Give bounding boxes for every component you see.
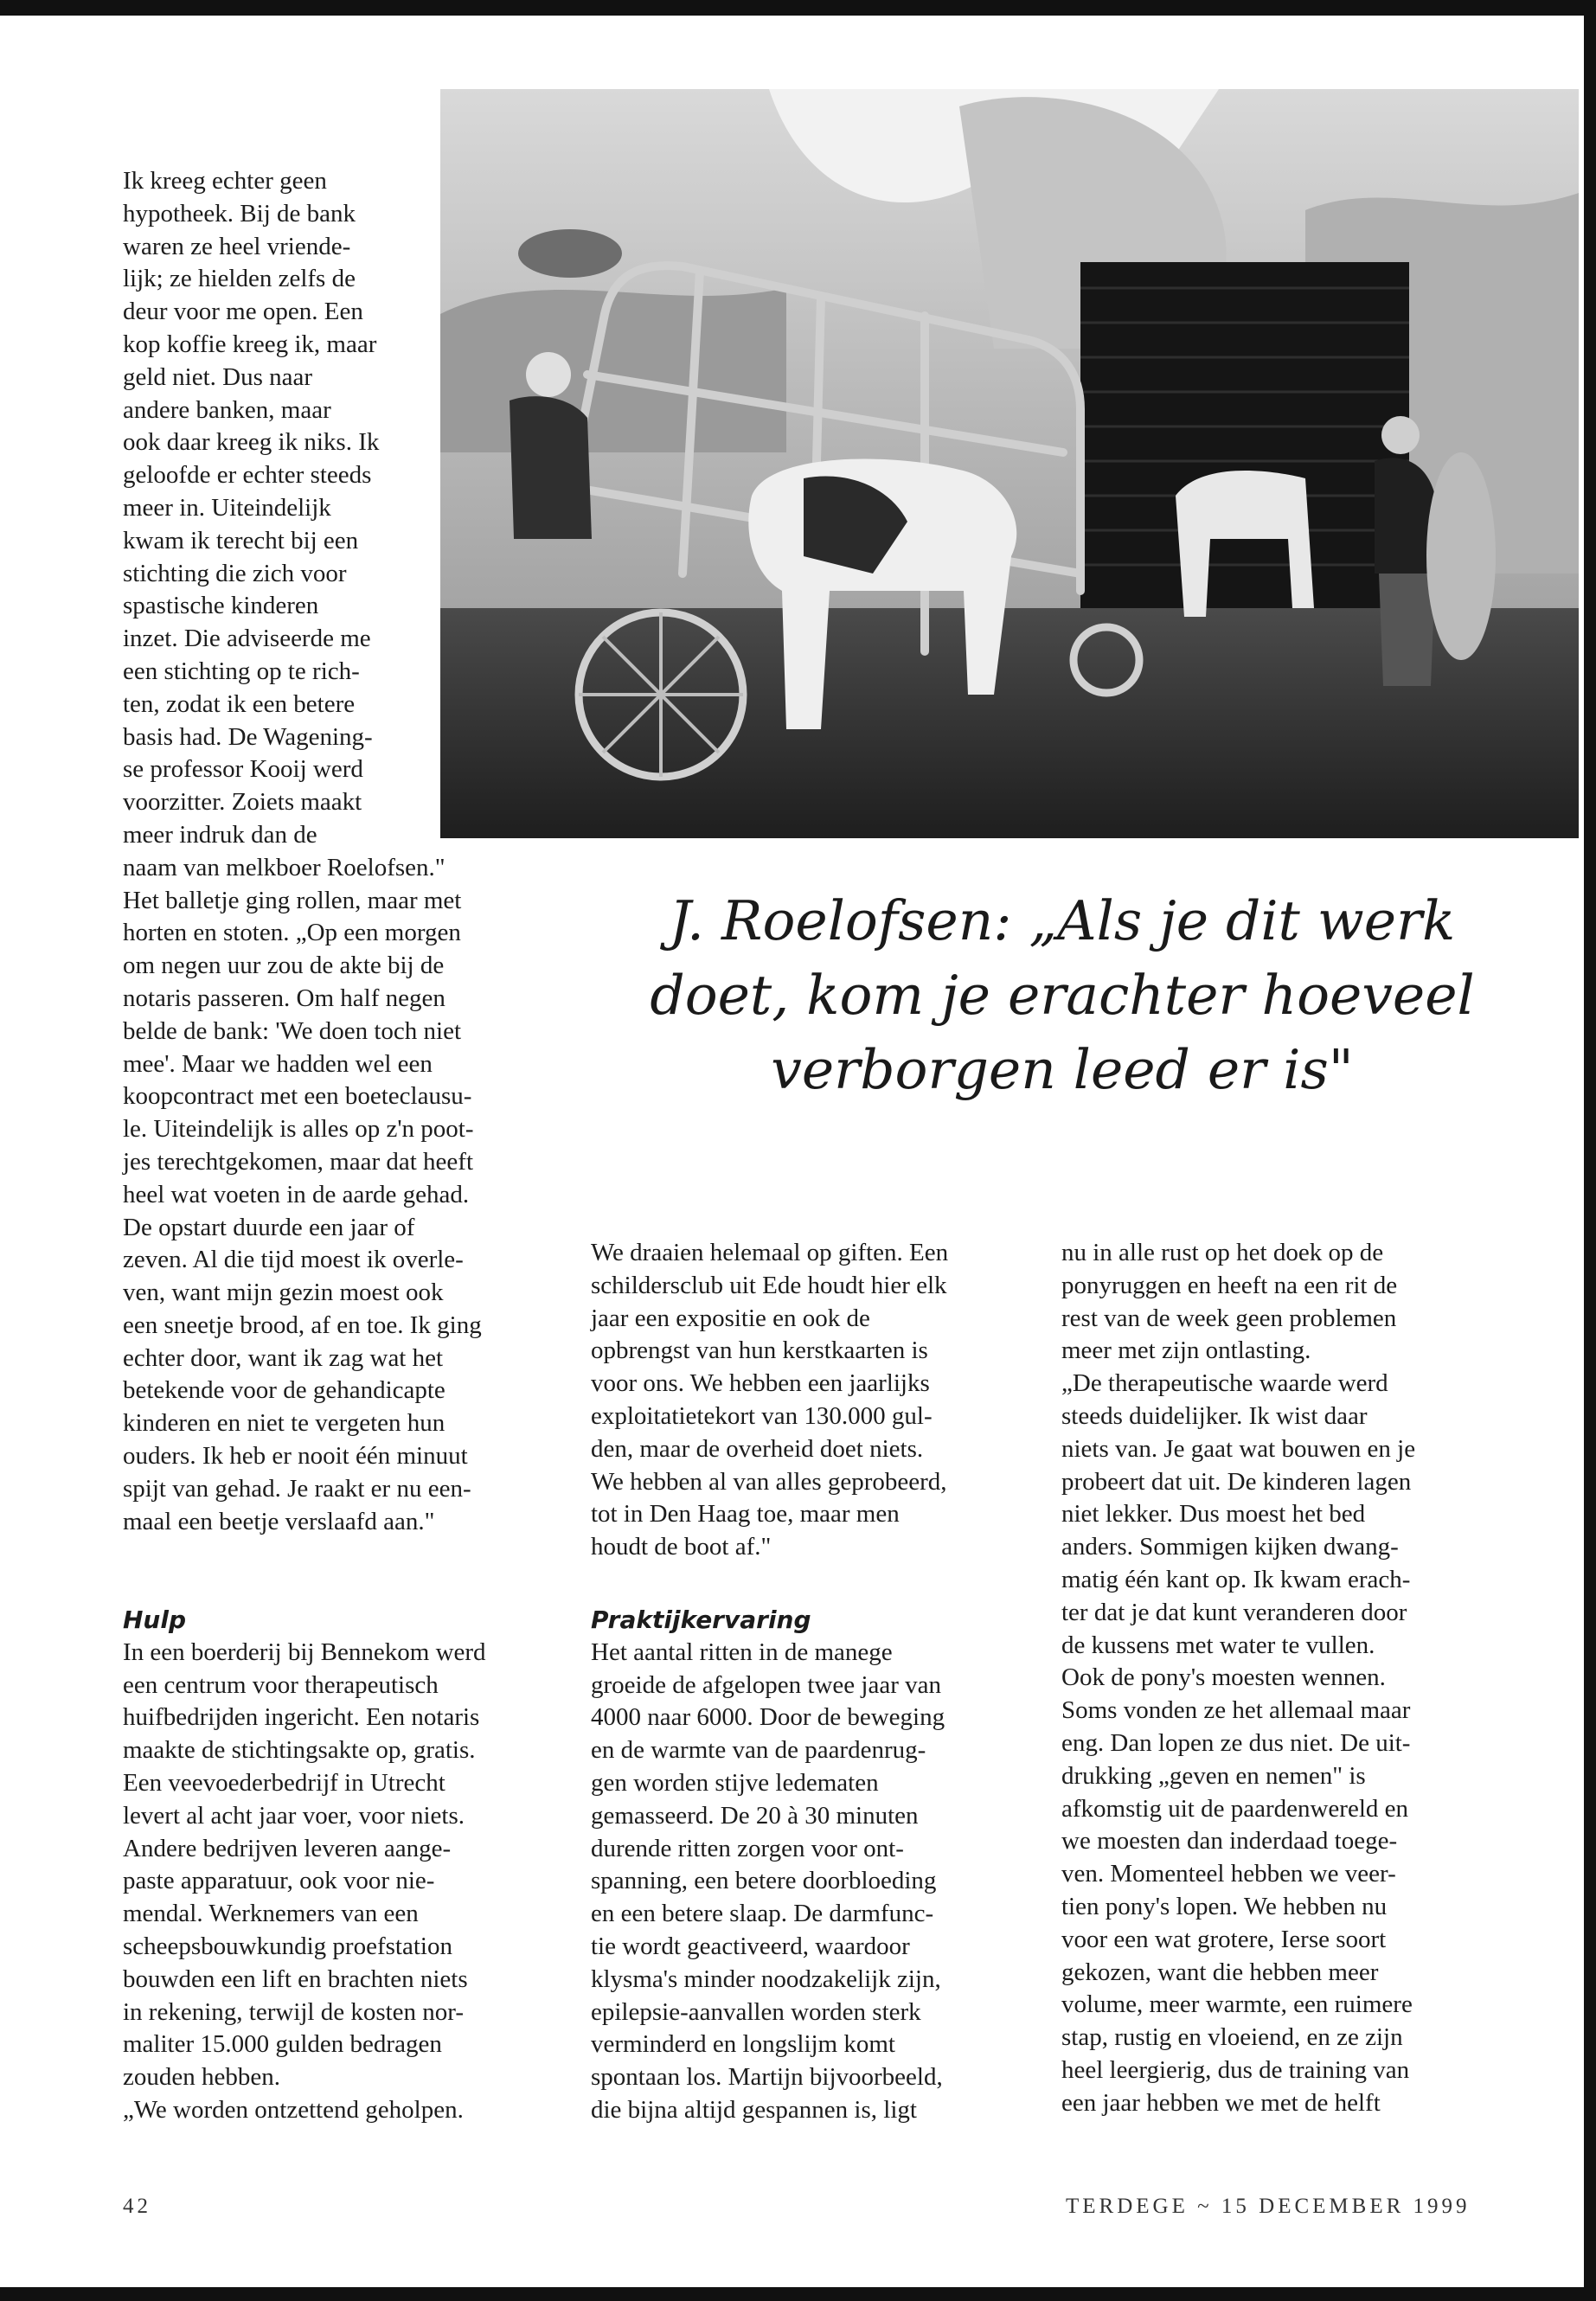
text-line: drukking „geven en nemen" is bbox=[1061, 1761, 1366, 1790]
text-line: lijk; ze hielden zelfs de bbox=[123, 265, 356, 293]
text-line: niet lekker. Dus moest het bed bbox=[1061, 1500, 1366, 1529]
text-line: verminderd en longslijm komt bbox=[591, 2030, 895, 2059]
text-line: in rekening, terwijl de kosten nor- bbox=[123, 1997, 465, 2026]
text-line: deur voor me open. Een bbox=[123, 298, 363, 326]
text-line: le. Uiteindelijk is alles op z'n poot- bbox=[123, 1115, 474, 1144]
publication-line: TERDEGE ~ 15 DECEMBER 1999 bbox=[1066, 2195, 1471, 2218]
text-line: volume, meer warmte, een ruimere bbox=[1061, 1990, 1413, 2019]
text-line: heel leergierig, dus de training van bbox=[1061, 2055, 1410, 2084]
text-line: basis had. De Wagening- bbox=[123, 722, 373, 751]
column-2 bbox=[591, 1237, 948, 1564]
text-line: ouders. Ik heb er nooit één minuut bbox=[123, 1442, 468, 1471]
text-line: In een boerderij bij Bennekom werd bbox=[123, 1638, 486, 1666]
text-line: we moesten dan inderdaad toege- bbox=[1061, 1827, 1398, 1856]
text-line: steeds duidelijker. Ik wist daar bbox=[1061, 1401, 1368, 1430]
page-number: 42 bbox=[123, 2195, 151, 2218]
text-line: Een veevoederbedrijf in Utrecht bbox=[123, 1768, 445, 1797]
text-line: echter door, want ik zag wat het bbox=[123, 1343, 444, 1372]
text-line: tot in Den Haag toe, maar men bbox=[591, 1500, 900, 1529]
text-line: Andere bedrijven leveren aange- bbox=[123, 1834, 452, 1862]
text-line: mendal. Werknemers van een bbox=[123, 1900, 419, 1928]
text-line: inzet. Die adviseerde me bbox=[123, 625, 371, 653]
text-line: ven. Momenteel hebben we veer- bbox=[1061, 1860, 1396, 1888]
text-line: belde de bank: 'We doen toch niet bbox=[123, 1016, 462, 1045]
text-line: andere banken, maar bbox=[123, 395, 331, 424]
text-line: meer indruk dan de bbox=[123, 820, 317, 849]
text-line: spontaan los. Martijn bijvoorbeeld, bbox=[591, 2063, 943, 2092]
text-line: „We worden ontzettend geholpen. bbox=[123, 2095, 464, 2124]
text-line: opbrengst van hun kerstkaarten is bbox=[591, 1336, 928, 1365]
pull-quote-line: verborgen leed er is" bbox=[771, 1038, 1354, 1101]
text-line: zeven. Al die tijd moest ik overle- bbox=[123, 1246, 464, 1274]
text-line: meer met zijn ontlasting. bbox=[1061, 1336, 1311, 1365]
text-line: Soms vonden ze het allemaal maar bbox=[1061, 1696, 1411, 1725]
text-line: om negen uur zou de akte bij de bbox=[123, 952, 445, 980]
text-line: hypotheek. Bij de bank bbox=[123, 199, 356, 228]
text-line: en een betere slaap. De darmfunc- bbox=[591, 1900, 934, 1928]
text-line: die bijna altijd gespannen is, ligt bbox=[591, 2095, 917, 2124]
text-line: spijt van gehad. Je raakt er nu een- bbox=[123, 1474, 471, 1503]
section-heading-praktijkervaring: Praktijkervaring bbox=[591, 1606, 811, 1634]
text-line: een jaar hebben we met de helft bbox=[1061, 2088, 1381, 2117]
column-3 bbox=[1061, 1237, 1415, 2120]
text-line: afkomstig uit de paardenwereld en bbox=[1061, 1794, 1409, 1823]
text-line: epilepsie-aanvallen worden sterk bbox=[591, 1997, 921, 2026]
text-line: ven, want mijn gezin moest ook bbox=[123, 1279, 444, 1307]
text-line: een stichting op te rich- bbox=[123, 657, 360, 685]
text-line: stap, rustig en vloeiend, en ze zijn bbox=[1061, 2023, 1403, 2052]
text-line: nu in alle rust op het doek op de bbox=[1061, 1239, 1384, 1266]
text-line: gekozen, want die hebben meer bbox=[1061, 1958, 1379, 1986]
text-line: voor een wat grotere, Ierse soort bbox=[1061, 1925, 1387, 1953]
text-line: voorzitter. Zoiets maakt bbox=[123, 788, 362, 817]
text-line: eng. Dan lopen ze dus niet. De uit- bbox=[1061, 1728, 1411, 1757]
text-line: Ook de pony's moesten wennen. bbox=[1061, 1663, 1386, 1692]
text-line: maal een beetje verslaafd aan." bbox=[123, 1507, 435, 1535]
text-line: spanning, een betere doorbloeding bbox=[591, 1867, 937, 1895]
text-line: een centrum voor therapeutisch bbox=[123, 1670, 439, 1699]
pull-quote-line: J. Roelofsen: „Als je dit werk bbox=[669, 889, 1456, 952]
text-line: maliter 15.000 gulden bedragen bbox=[123, 2030, 442, 2059]
text-line: en de warmte van de paardenrug- bbox=[591, 1736, 926, 1765]
text-line: betekende voor de gehandicapte bbox=[123, 1376, 445, 1405]
text-line: naam van melkboer Roelofsen." bbox=[123, 853, 445, 881]
text-line: stichting die zich voor bbox=[123, 559, 347, 587]
column-1-lower bbox=[123, 1604, 486, 2127]
text-line: durende ritten zorgen voor ont- bbox=[591, 1834, 904, 1862]
text-line: jes terechtgekomen, maar dat heeft bbox=[123, 1147, 473, 1176]
text-line: gemasseerd. De 20 à 30 minuten bbox=[591, 1801, 919, 1830]
text-line: 4000 naar 6000. Door de beweging bbox=[591, 1703, 945, 1732]
text-line: tie wordt geactiveerd, waardoor bbox=[591, 1932, 910, 1960]
text-line: spastische kinderen bbox=[123, 592, 319, 620]
text-line: voor ons. We hebben een jaarlijks bbox=[591, 1369, 930, 1398]
text-line: meer in. Uiteindelijk bbox=[123, 493, 331, 522]
pull-quote-line: doet, kom je erachter hoeveel bbox=[650, 964, 1475, 1027]
text-line: se professor Kooij werd bbox=[123, 755, 363, 784]
text-line: schildersclub uit Ede houdt hier elk bbox=[591, 1271, 947, 1299]
text-line: houdt de boot af." bbox=[591, 1533, 772, 1561]
text-line: gen worden stijve ledematen bbox=[591, 1768, 879, 1797]
text-line: We hebben al van alles geprobeerd, bbox=[591, 1467, 947, 1496]
text-line: mee'. Maar we hadden wel een bbox=[123, 1049, 433, 1078]
text-line: kinderen en niet te vergeten hun bbox=[123, 1409, 445, 1438]
scan-border-bottom bbox=[0, 2287, 1596, 2301]
text-line: horten en stoten. „Op een morgen bbox=[123, 919, 461, 947]
scan-border-top bbox=[0, 0, 1596, 16]
text-line: rest van de week geen problemen bbox=[1061, 1304, 1397, 1332]
text-line: jaar een expositie en ook de bbox=[591, 1304, 870, 1332]
text-line: De opstart duurde een jaar of bbox=[123, 1213, 415, 1241]
photo-horse-carriage-icon bbox=[440, 89, 1579, 838]
text-line: waren ze heel vriende- bbox=[123, 232, 351, 260]
text-line: tien pony's lopen. We hebben nu bbox=[1061, 1892, 1388, 1920]
text-line: geld niet. Dus naar bbox=[123, 362, 313, 391]
text-line: kop koffie kreeg ik, maar bbox=[123, 330, 377, 358]
scan-border-right bbox=[1584, 0, 1596, 2301]
text-line: groeide de afgelopen twee jaar van bbox=[591, 1670, 941, 1699]
text-line: huifbedrijden ingericht. Een notaris bbox=[123, 1703, 480, 1732]
text-line: paste apparatuur, ook voor nie- bbox=[123, 1867, 435, 1895]
text-line: een sneetje brood, af en toe. Ik ging bbox=[123, 1311, 482, 1339]
text-line: den, maar de overheid doet niets. bbox=[591, 1434, 924, 1463]
text-line: Het aantal ritten in de manege bbox=[591, 1638, 893, 1666]
text-line: ook daar kreeg ik niks. Ik bbox=[123, 428, 380, 457]
text-line: de kussens met water te vullen. bbox=[1061, 1631, 1375, 1659]
text-line: zouden hebben. bbox=[123, 2063, 280, 2092]
text-line: We draaien helemaal op giften. Een bbox=[591, 1239, 949, 1266]
text-line: scheepsbouwkundig proefstation bbox=[123, 1932, 452, 1960]
text-line: heel wat voeten in de aarde gehad. bbox=[123, 1180, 470, 1208]
text-line: exploitatietekort van 130.000 gul- bbox=[591, 1401, 933, 1430]
text-line: levert al acht jaar voer, voor niets. bbox=[123, 1801, 465, 1830]
column-1-upper bbox=[123, 165, 482, 1538]
text-line: klysma's minder noodzakelijk zijn, bbox=[591, 1965, 941, 1993]
text-line: probeert dat uit. De kinderen lagen bbox=[1061, 1467, 1412, 1496]
text-line: maakte de stichtingsakte op, gratis. bbox=[123, 1736, 476, 1765]
section-heading-hulp: Hulp bbox=[123, 1606, 187, 1634]
text-line: niets van. Je gaat wat bouwen en je bbox=[1061, 1434, 1416, 1463]
text-line: Het balletje ging rollen, maar met bbox=[123, 886, 462, 914]
text-line: Ik kreeg echter geen bbox=[123, 167, 327, 195]
text-line: ten, zodat ik een betere bbox=[123, 689, 356, 718]
text-line: kwam ik terecht bij een bbox=[123, 526, 359, 554]
text-line: ponyruggen en heeft na een rit de bbox=[1061, 1271, 1398, 1299]
text-line: matig één kant op. Ik kwam erach- bbox=[1061, 1565, 1411, 1593]
pull-quote bbox=[578, 884, 1547, 1107]
text-line: geloofde er echter steeds bbox=[123, 461, 372, 490]
text-line: koopcontract met een boeteclausu- bbox=[123, 1082, 472, 1111]
text-line: notaris passeren. Om half negen bbox=[123, 984, 445, 1012]
text-line: „De therapeutische waarde werd bbox=[1061, 1369, 1388, 1398]
text-line: ter dat je dat kunt veranderen door bbox=[1061, 1598, 1407, 1626]
article-photo bbox=[440, 89, 1579, 838]
text-line: anders. Sommigen kijken dwang- bbox=[1061, 1533, 1399, 1561]
text-line: bouwden een lift en brachten niets bbox=[123, 1965, 468, 1993]
column-2-lower bbox=[591, 1604, 945, 2127]
